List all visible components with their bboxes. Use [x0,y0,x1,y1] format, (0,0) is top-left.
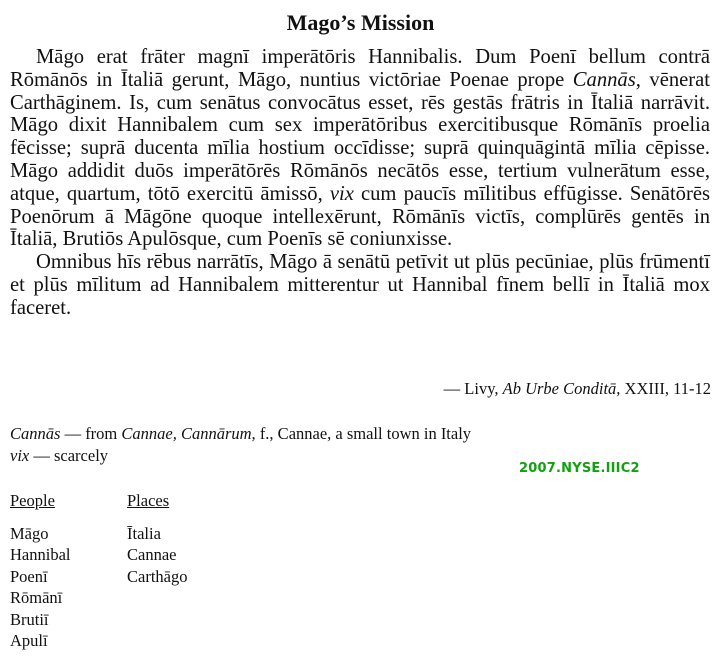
glossary-entry [10,445,471,467]
glossary-term: Cannās [10,424,61,443]
citation-prefix: — Livy, [443,379,503,398]
people-item: Apulī [10,631,48,650]
places-list [127,490,187,587]
glossary-definition: — scarcely [29,446,109,465]
places-item: Cannae [127,545,177,564]
glossary [10,423,471,467]
people-item: Brutiī [10,609,49,629]
places-heading: Places [127,491,170,510]
exam-code-stamp: 2007.NYSE.IIIC2 [519,461,640,476]
passage-italic-word: vix [329,182,354,205]
latin-passage [10,46,710,320]
glossary-entry [10,423,471,445]
source-citation [444,379,711,399]
glossary-definition-italic: Cannae, Cannārum, [121,424,256,443]
passage-text-segment: Māgo erat frāter magnī imperātōris Hannibalis. Dum Poenī bellum contrā Rōmānōs in Ītaliā gerunt, Māgo, nuntius victōriae Poenae prope [10,46,710,91]
passage-paragraph-2: Omnibus hīs rēbus narrātīs, Māgo ā senātū petīvit ut plūs pecūniae, plūs frūmentī et plūs mīlitum ad Hannibalem mitterentur ut Hannibal fīnem bellī in Ītaliā mox faceret. [10,251,710,319]
people-item: Māgo [10,523,49,543]
passage-italic-word: Cannās [572,68,636,91]
people-item: Hannibal [10,545,71,564]
glossary-definition: f., Cannae, a small town in Italy [255,424,472,443]
citation-work-title: Ab Urbe Conditā, [502,379,621,398]
glossary-term: vix [10,446,30,465]
page-title: Mago’s Mission [286,10,435,35]
citation-reference: XXIII, 11-12 [620,379,711,398]
passage-text-segment: cum paucīs mīlitibus effūgisse. Senātōrēs Poenōrum ā Māgōne quoque intellexērunt, Rōmānīs victīs, complūrēs gentēs in Ītaliā, Brutiōs Apulōsque, cum Poenīs sē coniunxisse. [10,182,710,251]
people-list [10,490,70,652]
people-item: Rōmānī [10,588,63,607]
passage-text-segment: , vēnerat Carthāginem. Is, cum senātus convocātus esset, rēs gestās frātris in Ītaliā narrāvit. Māgo dixit Hannibalem cum sex imperātōribus exercitibusque Rōmānīs proelia fēcisse; suprā ducenta mīlia hostium occīdisse; suprā quinquāgintā mīlia cēpisse. Māgo addidit duōs imperātōrēs Rōmānōs necātōs esse, tertium vulnerātum esse, atque, quartum, tōtō exercitū āmissō, [10,68,710,205]
people-item: Poenī [10,566,48,586]
people-heading: People [10,491,55,510]
places-item: Carthāgo [127,566,188,586]
places-item: Ītalia [127,523,161,543]
glossary-definition: — from [60,424,122,443]
passage-paragraph-1 [10,46,710,251]
